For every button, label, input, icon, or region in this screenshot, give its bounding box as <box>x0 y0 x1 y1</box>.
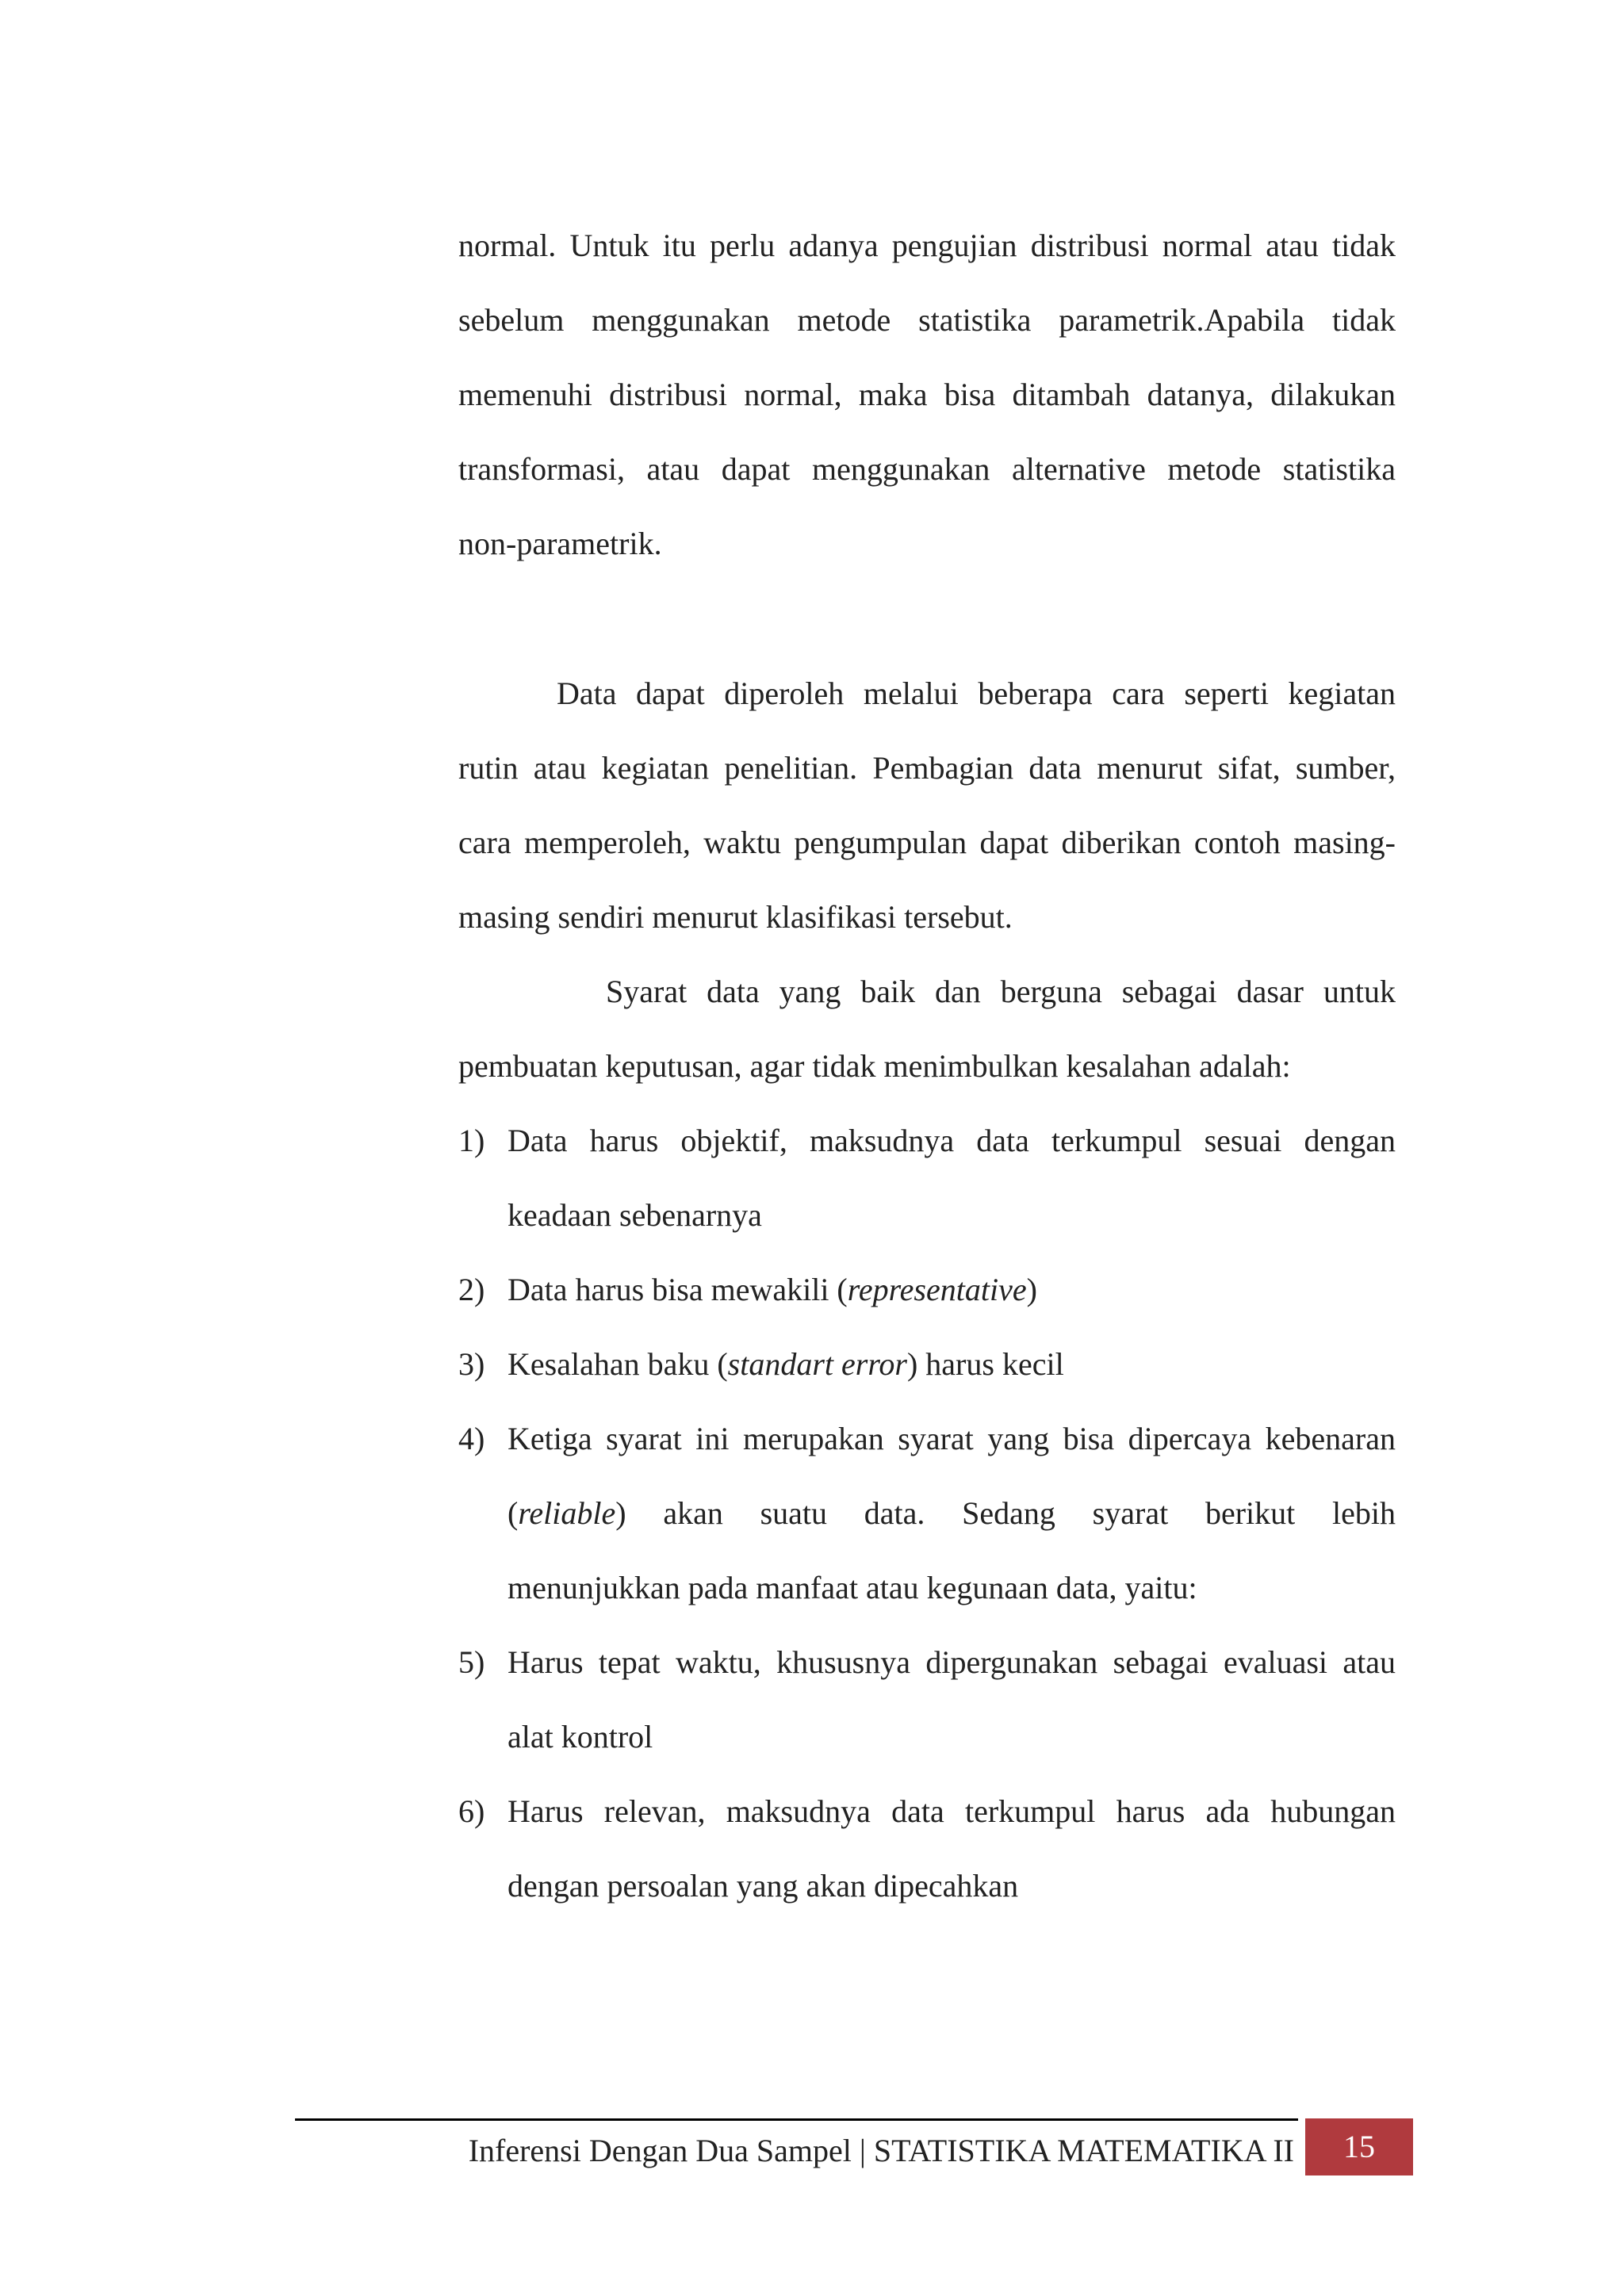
list-item-text <box>508 1345 1396 1384</box>
footer-rule <box>295 2118 1298 2121</box>
list-item-text <box>508 1270 1396 1310</box>
list-item-number: 1) <box>458 1123 485 1158</box>
list-item-text <box>508 1494 1396 1533</box>
italic-term: representative <box>847 1272 1027 1307</box>
paragraph-line: pembuatan keputusan, agar tidak menimbulkan kesalahan adalah: <box>458 1048 1291 1084</box>
paragraph-line: sebelum menggunakan metode statistika parametrik.Apabila tidak <box>458 302 1396 338</box>
paragraph-line: transformasi, atau dapat menggunakan alternative metode statistika <box>458 451 1396 487</box>
text-segment: ) <box>1026 1272 1037 1307</box>
paragraph-line: non-parametrik. <box>458 526 662 561</box>
list-item-number: 2) <box>458 1272 485 1307</box>
italic-term: standart error <box>727 1346 907 1382</box>
list-item-text: Harus relevan, maksudnya data terkumpul harus ada hubungan <box>508 1793 1396 1829</box>
paragraph-line: normal. Untuk itu perlu adanya pengujian distribusi normal atau tidak <box>458 228 1396 263</box>
list-item-number: 4) <box>458 1421 485 1456</box>
list-item-text: dengan persoalan yang akan dipecahkan <box>508 1868 1019 1904</box>
list-item-text: Harus tepat waktu, khususnya dipergunakan sebagai evaluasi atau <box>508 1644 1396 1680</box>
list-item-number: 5) <box>458 1644 485 1680</box>
paragraph-line: Data dapat diperoleh melalui beberapa cara seperti kegiatan <box>557 675 1396 711</box>
list-item-number: 3) <box>458 1346 485 1382</box>
italic-term: reliable <box>518 1495 616 1531</box>
list-item-number: 6) <box>458 1793 485 1829</box>
list-item-text: alat kontrol <box>508 1719 653 1755</box>
text-segment: ( <box>508 1495 519 1531</box>
page-number: 15 <box>1343 2129 1375 2164</box>
paragraph-line: memenuhi distribusi normal, maka bisa ditambah datanya, dilakukan <box>458 377 1396 412</box>
text-segment: Data harus bisa mewakili ( <box>508 1272 848 1307</box>
list-item-text: keadaan sebenarnya <box>508 1197 762 1233</box>
list-item-text: menunjukkan pada manfaat atau kegunaan data, yaitu: <box>508 1570 1197 1605</box>
footer-title <box>295 2126 1294 2175</box>
paragraph-line: cara memperoleh, waktu pengumpulan dapat diberikan contoh masing- <box>458 825 1396 860</box>
text-segment: ) akan suatu data. Sedang syarat berikut lebih <box>615 1495 1396 1531</box>
text-segment: Kesalahan baku ( <box>508 1346 728 1382</box>
list-item-text: Data harus objektif, maksudnya data terkumpul sesuai dengan <box>508 1123 1396 1158</box>
paragraph-line: rutin atau kegiatan penelitian. Pembagian data menurut sifat, sumber, <box>458 750 1396 786</box>
paragraph-line: masing sendiri menurut klasifikasi tersebut. <box>458 899 1013 935</box>
paragraph-line: Syarat data yang baik dan berguna sebagai dasar untuk <box>606 974 1396 1009</box>
page-number-badge <box>1305 2118 1413 2175</box>
text-segment: ) harus kecil <box>906 1346 1064 1382</box>
list-item-text: Ketiga syarat ini merupakan syarat yang bisa dipercaya kebenaran <box>508 1421 1396 1456</box>
footer-title-text: Inferensi Dengan Dua Sampel | STATISTIKA MATEMATIKA II <box>468 2133 1294 2168</box>
